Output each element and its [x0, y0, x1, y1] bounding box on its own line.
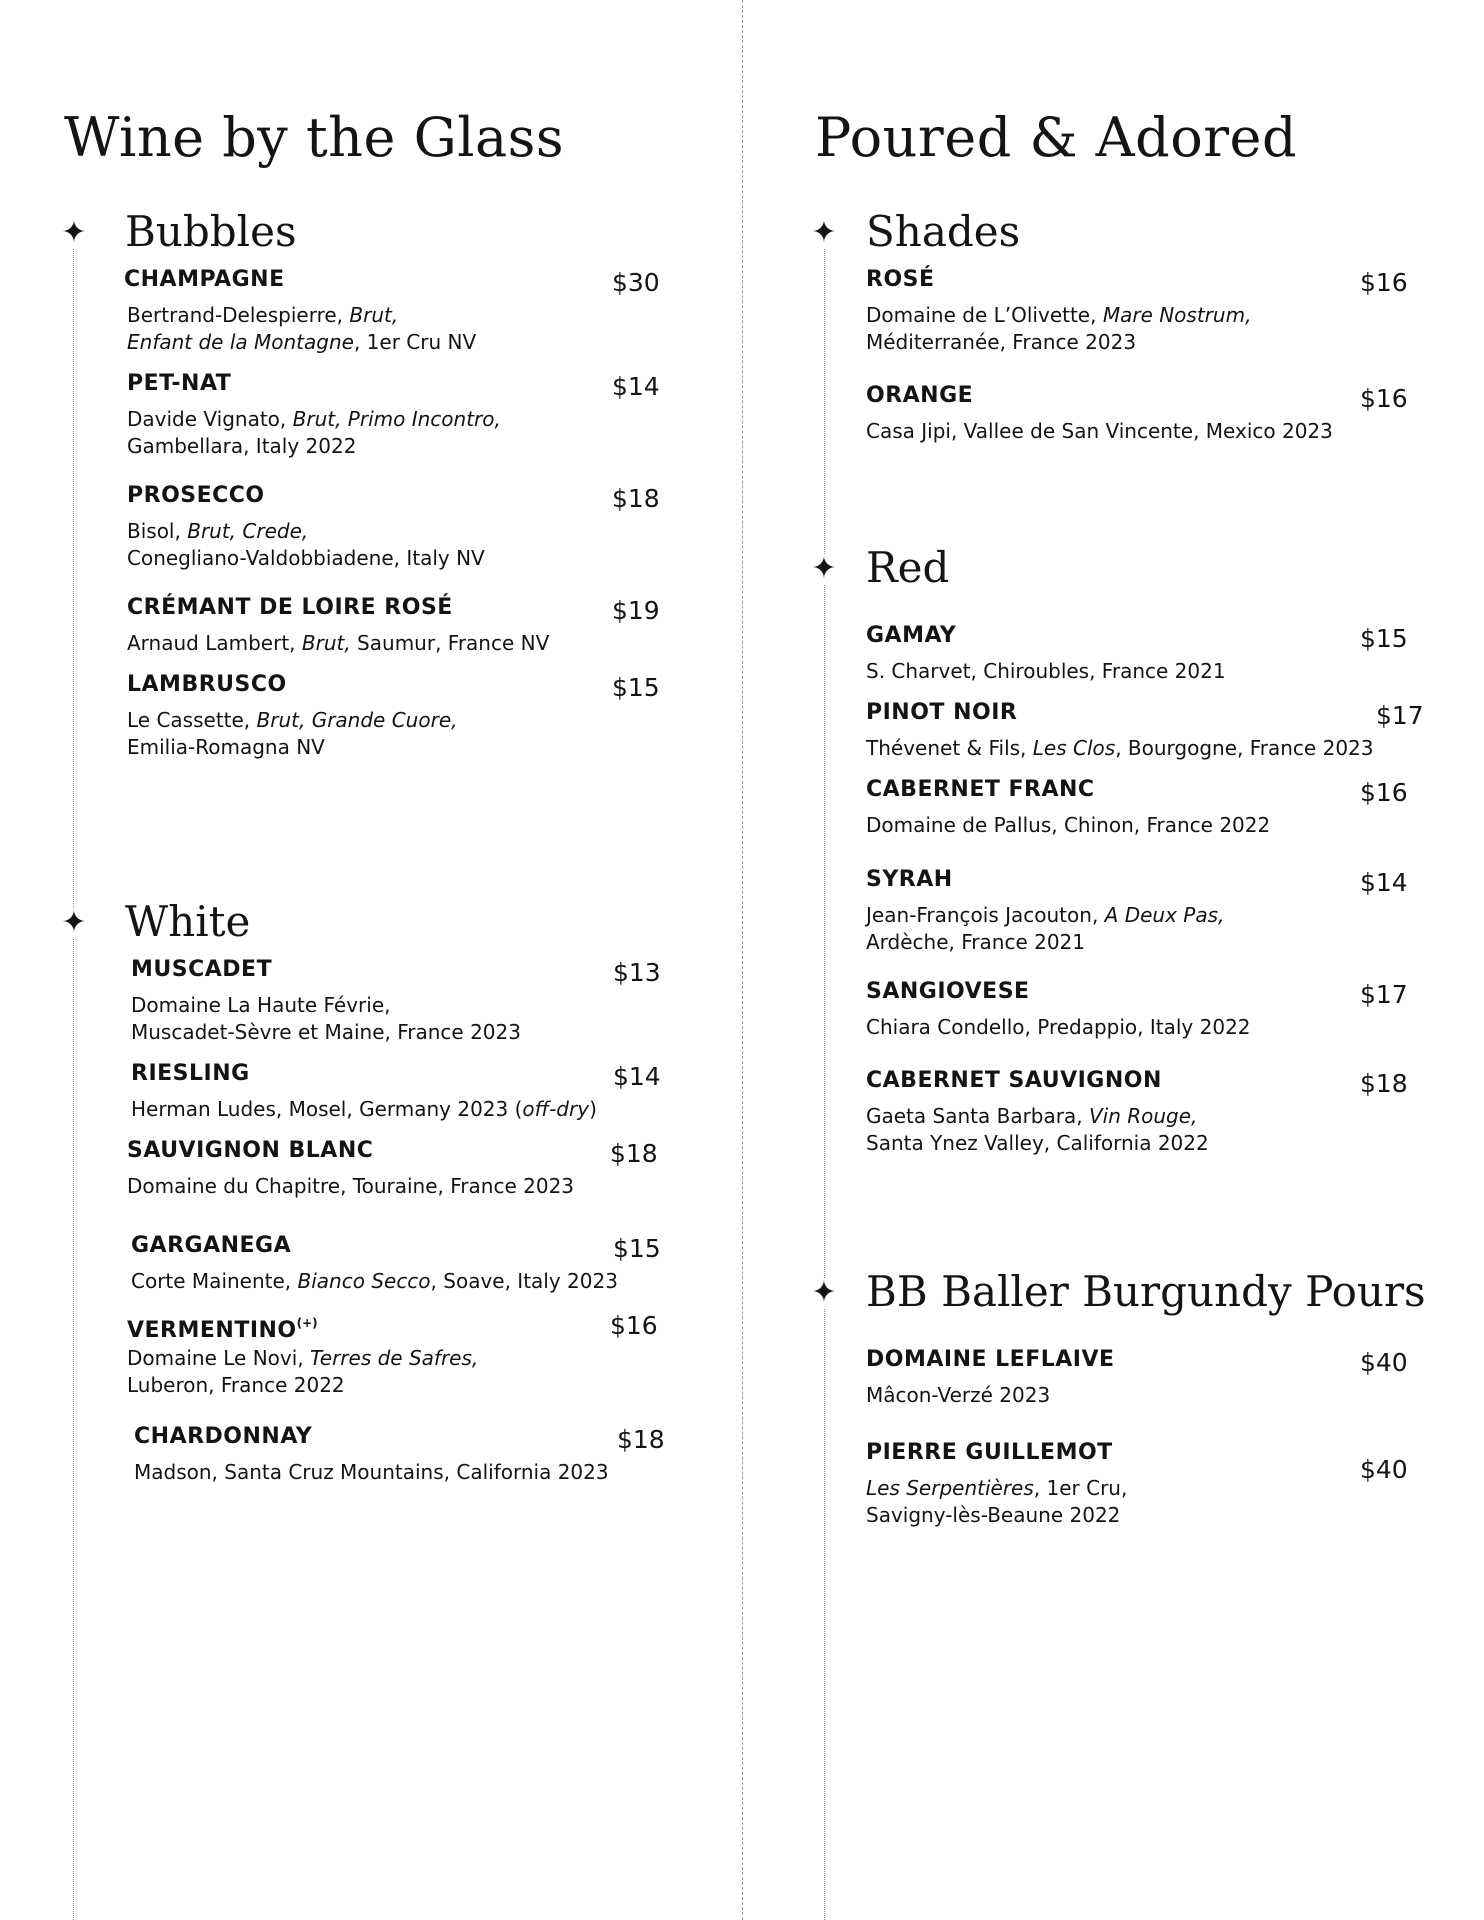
- item-description: Domaine de L’Olivette, Mare Nostrum, Méditerranée, France 2023: [866, 303, 1252, 354]
- item-price: $13: [613, 958, 661, 987]
- item-description: S. Charvet, Chiroubles, France 2021: [866, 659, 1226, 683]
- menu-item-cabernet-franc: [866, 774, 1408, 839]
- item-name: GARGANEGA: [131, 1233, 292, 1258]
- menu-item-cabernet-sauvignon: [866, 1065, 1408, 1157]
- item-description: Corte Mainente, Bianco Secco, Soave, Italy 2023: [131, 1269, 618, 1293]
- section-header: [743, 208, 1303, 264]
- menu-item-pet-nat: [127, 368, 660, 460]
- item-price: $30: [612, 268, 660, 297]
- item-price: $16: [1360, 268, 1408, 297]
- item-price: $16: [610, 1311, 658, 1340]
- item-description: Madson, Santa Cruz Mountains, California 2023: [134, 1460, 609, 1484]
- section-title-shades: Shades: [866, 207, 1021, 256]
- section-white: [0, 897, 665, 1486]
- item-price: $14: [612, 372, 660, 401]
- section-header: [0, 208, 560, 264]
- item-description: Casa Jipi, Vallee de San Vincente, Mexico 2023: [866, 419, 1333, 443]
- item-description: Domaine Le Novi, Terres de Safres, Luberon, France 2022: [127, 1346, 479, 1397]
- item-description: Jean-François Jacouton, A Deux Pas, Ardèche, France 2021: [866, 903, 1225, 954]
- item-description: Gaeta Santa Barbara, Vin Rouge, Santa Ynez Valley, California 2022: [866, 1104, 1209, 1155]
- section-header: [743, 544, 1303, 600]
- sparkle-icon: ✦: [811, 215, 837, 250]
- item-name: CHAMPAGNE: [124, 267, 285, 292]
- item-name: RIESLING: [131, 1061, 250, 1086]
- item-price: $14: [1360, 868, 1408, 897]
- item-description: Les Serpentières, 1er Cru, Savigny-lès-Beaune 2022: [866, 1476, 1128, 1527]
- item-name: CHARDONNAY: [134, 1424, 313, 1449]
- poured-and-adored-title: Poured & Adored: [815, 106, 1298, 169]
- menu-item-champagne: [124, 264, 660, 356]
- item-name: VERMENTINO(+): [127, 1316, 318, 1343]
- red-list: [866, 600, 1424, 1157]
- item-description: Mâcon-Verzé 2023: [866, 1383, 1051, 1407]
- item-name: CABERNET SAUVIGNON: [866, 1068, 1162, 1093]
- item-price: $19: [612, 596, 660, 625]
- item-name: PROSECCO: [127, 483, 265, 508]
- menu-item-lambrusco: [127, 669, 660, 761]
- section-red: [743, 543, 1424, 1157]
- item-name: PIERRE GUILLEMOT: [866, 1440, 1113, 1465]
- item-description: Bisol, Brut, Crede, Conegliano-Valdobbiadene, Italy NV: [127, 519, 485, 570]
- wine-by-the-glass-title: Wine by the Glass: [64, 106, 565, 169]
- item-description: Davide Vignato, Brut, Primo Incontro, Gambellara, Italy 2022: [127, 407, 501, 458]
- sparkle-icon: ✦: [61, 905, 87, 940]
- item-name: SANGIOVESE: [866, 979, 1030, 1004]
- menu-item-garganega: [131, 1230, 661, 1295]
- section-title-bubbles: Bubbles: [125, 207, 297, 256]
- item-name: SYRAH: [866, 867, 953, 892]
- bubbles-list: [124, 264, 660, 761]
- item-name: ROSÉ: [866, 267, 935, 292]
- item-name: LAMBRUSCO: [127, 672, 287, 697]
- menu-item-pinot-noir: [866, 697, 1424, 762]
- item-price: $15: [612, 673, 660, 702]
- item-description: Domaine du Chapitre, Touraine, France 2023: [127, 1174, 575, 1198]
- section-bubbles: [0, 207, 660, 761]
- item-price: $18: [617, 1425, 665, 1454]
- item-price: $14: [613, 1062, 661, 1091]
- item-description: Chiara Condello, Predappio, Italy 2022: [866, 1015, 1251, 1039]
- menu-item-cremant: [127, 592, 660, 657]
- item-description: Domaine La Haute Févrie, Muscadet-Sèvre et Maine, France 2023: [131, 993, 521, 1044]
- menu-item-syrah: [866, 864, 1408, 956]
- menu-item-pierre-guillemot: [866, 1437, 1408, 1529]
- menu-item-rose: [866, 264, 1408, 356]
- item-description: Herman Ludes, Mosel, Germany 2023 (off-dry): [131, 1097, 597, 1121]
- sparkle-icon: ✦: [811, 551, 837, 586]
- item-description: Le Cassette, Brut, Grande Cuore, Emilia-Romagna NV: [127, 708, 458, 759]
- section-shades: [743, 207, 1408, 445]
- section-header: [0, 898, 560, 954]
- item-description: Domaine de Pallus, Chinon, France 2022: [866, 813, 1271, 837]
- burgundy-list: [866, 1324, 1408, 1529]
- item-price: $16: [1360, 778, 1408, 807]
- item-price: $18: [612, 484, 660, 513]
- section-title-white: White: [125, 897, 251, 946]
- section-title-burgundy: BB Baller Burgundy Pours: [866, 1267, 1426, 1316]
- item-name: MUSCADET: [131, 957, 273, 982]
- item-name: CABERNET FRANC: [866, 777, 1095, 802]
- menu-item-chardonnay: [134, 1421, 665, 1486]
- white-list: [127, 954, 665, 1486]
- item-price: $18: [610, 1139, 658, 1168]
- item-price: $15: [613, 1234, 661, 1263]
- item-price: $18: [1360, 1069, 1408, 1098]
- right-column: [743, 0, 1484, 1920]
- item-description: Thévenet & Fils, Les Clos, Bourgogne, France 2023: [866, 736, 1374, 760]
- item-price: $16: [1360, 384, 1408, 413]
- item-price: $17: [1360, 980, 1408, 1009]
- item-name: ORANGE: [866, 383, 974, 408]
- shades-list: [866, 264, 1408, 445]
- item-name: PINOT NOIR: [866, 700, 1018, 725]
- menu-item-orange: [866, 380, 1408, 445]
- menu-item-prosecco: [127, 480, 660, 572]
- menu-item-gamay: [866, 620, 1408, 685]
- menu-item-domaine-leflaive: [866, 1344, 1408, 1409]
- item-description: Arnaud Lambert, Brut, Saumur, France NV: [127, 631, 550, 655]
- item-name: CRÉMANT DE LOIRE ROSÉ: [127, 595, 453, 620]
- section-header: [743, 1267, 1426, 1324]
- item-name: PET-NAT: [127, 371, 232, 396]
- item-name: SAUVIGNON BLANC: [127, 1138, 374, 1163]
- item-price: $40: [1360, 1455, 1408, 1484]
- menu-item-riesling: [131, 1058, 661, 1123]
- sparkle-icon: ✦: [61, 215, 87, 250]
- item-description: Bertrand-Delespierre, Brut, Enfant de la Montagne, 1er Cru NV: [127, 303, 477, 354]
- item-price: $15: [1360, 624, 1408, 653]
- sparkle-icon: ✦: [811, 1275, 837, 1310]
- item-price: $17: [1376, 701, 1424, 730]
- menu-item-sauvignon-blanc: [127, 1135, 658, 1200]
- item-name: DOMAINE LEFLAIVE: [866, 1347, 1115, 1372]
- menu-item-sangiovese: [866, 976, 1408, 1041]
- item-name: GAMAY: [866, 623, 957, 648]
- section-burgundy: [743, 1267, 1426, 1529]
- menu-item-vermentino: [127, 1307, 658, 1399]
- item-price: $40: [1360, 1348, 1408, 1377]
- menu-item-muscadet: [131, 954, 661, 1046]
- section-title-red: Red: [866, 543, 950, 592]
